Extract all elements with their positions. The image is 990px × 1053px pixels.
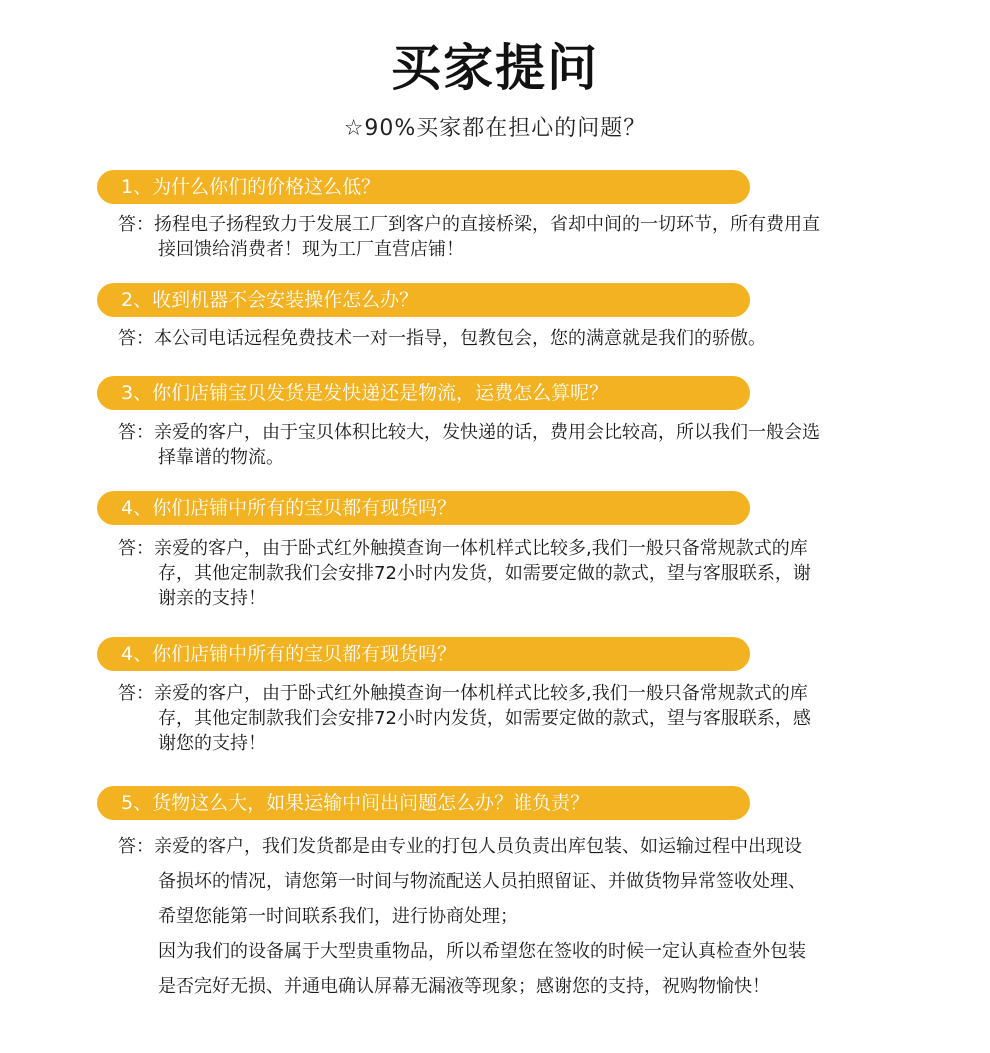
answer-5-line-2: 存，其他定制款我们会安排72小时内发货，如需要定做的款式，望与客服联系，感 — [158, 708, 811, 729]
question-1-text: 1、为什么你们的价格这么低？ — [121, 176, 381, 198]
page-title: 买家提问 — [391, 39, 599, 97]
answer-2-line-1: 答：本公司电话远程免费技术一对一指导，包教包会，您的满意就是我们的骄傲。 — [118, 328, 766, 349]
answer-3 — [118, 420, 928, 470]
answer-6-line-2: 备损坏的情况，请您第一时间与物流配送人员拍照留证、并做货物异常签收处理、 — [158, 871, 806, 892]
question-4-pill — [97, 491, 750, 525]
answer-3-line-1: 答：亲爱的客户，由于宝贝体积比较大，发快递的话，费用会比较高，所以我们一般会选 — [118, 422, 820, 443]
answer-4-line-3: 谢亲的支持！ — [158, 588, 266, 609]
answer-4-line-1: 答：亲爱的客户，由于卧式红外触摸查询一体机样式比较多,我们一般只备常规款式的库 — [118, 538, 808, 559]
page-subtitle: ☆90%买家都在担心的问题？ — [343, 116, 647, 141]
question-3-pill — [97, 376, 750, 410]
question-2-text: 2、收到机器不会安装操作怎么办？ — [121, 289, 419, 311]
answer-6-line-3: 希望您能第一时间联系我们，进行协商处理； — [158, 906, 518, 927]
answer-6 — [118, 829, 928, 1004]
question-3-text: 3、你们店铺宝贝发货是发快递还是物流，运费怎么算呢？ — [121, 382, 609, 404]
answer-4-line-2: 存，其他定制款我们会安排72小时内发货，如需要定做的款式，望与客服联系，谢 — [158, 563, 811, 584]
answer-1 — [118, 212, 928, 262]
answer-4 — [118, 536, 928, 611]
answer-1-line-1: 答：扬程电子扬程致力于发展工厂到客户的直接桥梁，省却中间的一切环节，所有费用直 — [118, 214, 820, 235]
answer-5-line-3: 谢您的支持！ — [158, 733, 266, 754]
question-2-pill — [97, 283, 750, 317]
answer-3-line-2: 择靠谱的物流。 — [158, 447, 284, 468]
question-6-pill — [97, 786, 750, 820]
question-5-pill — [97, 637, 750, 671]
answer-5 — [118, 681, 928, 756]
answer-5-line-1: 答：亲爱的客户，由于卧式红外触摸查询一体机样式比较多,我们一般只备常规款式的库 — [118, 683, 808, 704]
question-4-text: 4、你们店铺中所有的宝贝都有现货吗？ — [121, 497, 457, 519]
answer-6-line-1: 答：亲爱的客户，我们发货都是由专业的打包人员负责出库包装、如运输过程中出现设 — [118, 836, 802, 857]
answer-1-line-2: 接回馈给消费者！现为工厂直营店铺！ — [158, 239, 464, 260]
question-5-text: 4、你们店铺中所有的宝贝都有现货吗？ — [121, 643, 457, 665]
question-6-text: 5、货物这么大，如果运输中间出问题怎么办？谁负责？ — [121, 792, 590, 814]
answer-6-line-5: 是否完好无损、并通电确认屏幕无漏液等现象；感谢您的支持，祝购物愉快！ — [158, 976, 770, 997]
answer-6-line-4: 因为我们的设备属于大型贵重物品，所以希望您在签收的时候一定认真检查外包装 — [158, 941, 806, 962]
question-1-pill — [97, 170, 750, 204]
answer-2 — [118, 326, 928, 351]
